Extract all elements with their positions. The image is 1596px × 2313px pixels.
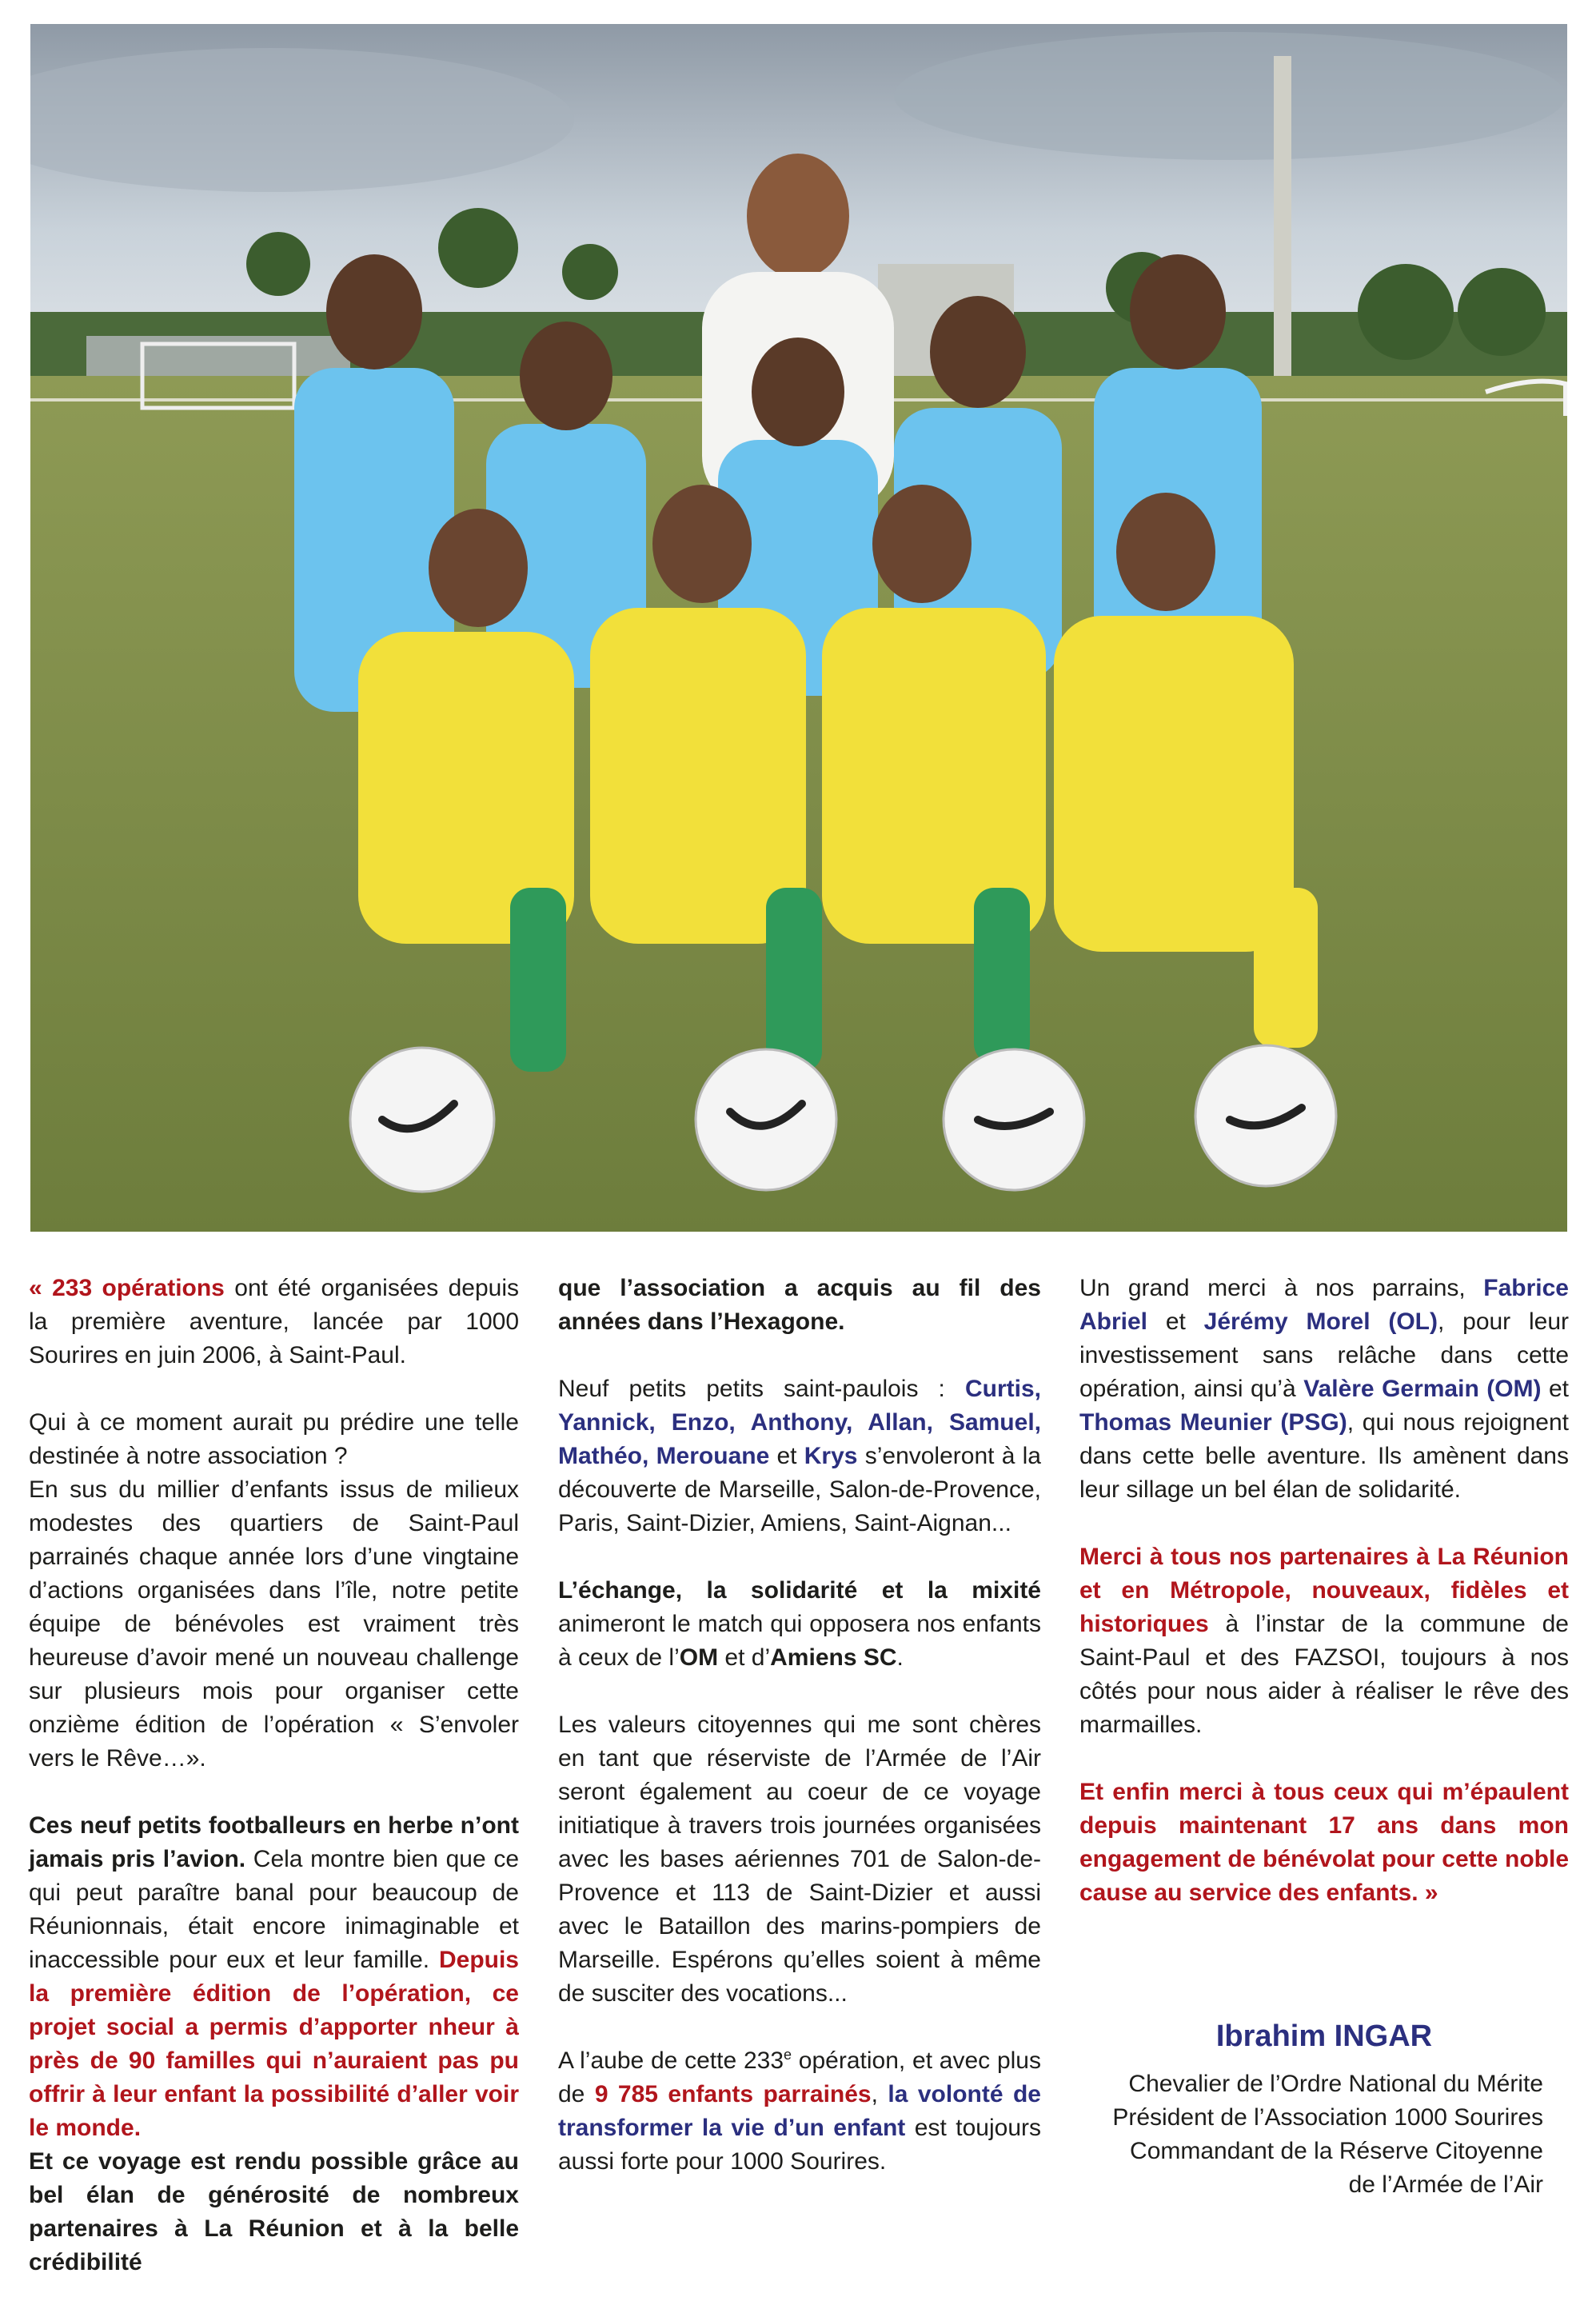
text-column-1 — [29, 1272, 519, 2313]
paragraph-intro: « 233 opérations ont été organisées depuis la première aventure, lancée par 1000 Sourires en juin 2006, à Saint-Paul. — [29, 1275, 519, 1368]
paragraph-partners: Merci à tous nos partenaires à La Réunion et en Métropole, nouveaux, fidèles et historiques à l’instar de la commune de Saint-Paul et des FAZSOI, toujours à nos côtés pour nous aider à réaliser le rêve des marmailles. — [1079, 1544, 1569, 1738]
signature-line: Commandant de la Réserve Citoyenne — [1130, 2138, 1543, 2164]
paragraph-generosity: Et ce voyage est rendu possible grâce au bel élan de générosité de nombreux partenaires à La Réunion et à la belle crédibilité — [29, 2148, 519, 2275]
text-column-2 — [558, 1272, 1041, 2212]
paragraph-credibility: que l’association a acquis au fil des années dans l’Hexagone. — [558, 1275, 1041, 1335]
text-column-3 — [1079, 1272, 1569, 1943]
signature-line: de l’Armée de l’Air — [1348, 2171, 1543, 2198]
light-pole — [1274, 56, 1291, 400]
paragraph-sponsors: Un grand merci à nos parrains, Fabrice Abriel et Jérémy Morel (OL), pour leur investissement sans relâche dans cette opération, ainsi qu’à Valère Germain (OM) et Thomas Meunier (PSG), qui nous rejoignent dans cette belle aventure. Ils amènent dans leur sillage un bel élan de solidarité. — [1079, 1275, 1570, 1503]
paragraph-question: Qui à ce moment aurait pu prédire une telle destinée à notre association ? — [29, 1409, 519, 1469]
paragraph-match: L’échange, la solidarité et la mixité animeront le match qui opposera nos enfants à ceux de l’OM et d’Amiens SC. — [558, 1577, 1041, 1671]
signature-line: Président de l’Association 1000 Sourires — [1112, 2104, 1543, 2131]
paragraph-thousand-children: En sus du millier d’enfants issus de milieux modestes des quartiers de Saint-Paul parrainés chaque année lors d’une vingtaine d’actions organisées dans l’île, notre petite équipe de bénévoles est vraiment très heureuse d’avoir mené un nouveau challenge sur plusieurs mois pour organiser cette onzième édition de l’opération « S’envoler vers le Rêve…». — [29, 1476, 519, 1772]
paragraph-operation-count: A l’aube de cette 233e opération, et avec plus de 9 785 enfants parrainés, la volonté de transformer la vie d’un enfant est toujours aussi forte pour 1000 Sourires. — [558, 2047, 1042, 2175]
signature-titles — [1079, 2067, 1543, 2202]
team-photo — [30, 24, 1567, 1232]
team-photo-illustration — [30, 24, 1567, 1232]
front-row — [358, 608, 1294, 952]
signature-name: Ibrahim INGAR — [1215, 2019, 1433, 2053]
paragraph-children-names: Neuf petits petits saint-paulois : Curtis, Yannick, Enzo, Anthony, Allan, Samuel, Mathéo, Merouane et Krys s’envoleront à la découverte de Marseille, Salon-de-Provence, Paris, Saint-Dizier, Amiens, Saint-Aignan... — [558, 1376, 1041, 1536]
signature-line: Chevalier de l’Ordre National du Mérite — [1128, 2071, 1543, 2097]
paragraph-values: Les valeurs citoyennes qui me sont chères en tant que réserviste de l’Armée de l’Air seront également au coeur de ce voyage initiatique à travers trois journées organisées avec les bases aériennes 701 de Salon-de-Provence et 113 de Saint-Dizier et aussi avec le Bataillon des marins-pompiers de Marseille. Espérons qu’elles soient à même de susciter des vocations... — [558, 1712, 1041, 2007]
paragraph-footballers: Ces neuf petits footballeurs en herbe n’ont jamais pris l’avion. Cela montre bien que ce qui peut paraître banal pour beaucoup de Réunionnais, était encore inimaginable et inaccessible pour eux et leur famille. Depuis la première édition de l’opération, ce projet social a permis d’apporter nheur à près de 90 familles qui n’auraient pas pu offrir à leur enfant la possibilité d’aller voir le monde. — [29, 1812, 519, 2141]
paragraph-thanks: Et enfin merci à tous ceux qui m’épaulent depuis maintenant 17 ans dans mon engagement de bénévolat pour cette noble cause au service des enfants. » — [1079, 1779, 1569, 1906]
